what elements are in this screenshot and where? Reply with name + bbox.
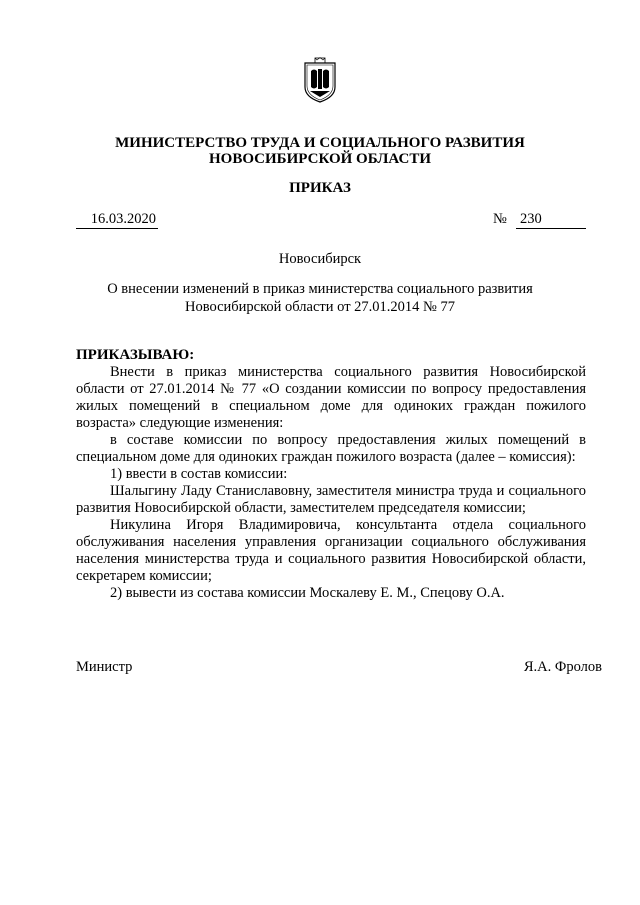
order-heading: ПРИКАЗЫВАЮ: — [76, 347, 195, 363]
order-number: 230 — [516, 211, 586, 229]
subject-line1: О внесении изменений в приказ министерства социального развития — [107, 281, 533, 297]
paragraph-member-2: Никулина Игоря Владимировича, консультанта отдела социального обслуживания населения управления организации социального обслуживания населения министерства труда и социального развития Новосибирской области, секретарем комиссии; — [76, 517, 586, 584]
document-type: ПРИКАЗ — [289, 180, 351, 196]
signatory-name: Я.А. Фролов — [523, 659, 602, 675]
ministry-name-line1: МИНИСТЕРСТВО ТРУДА И СОЦИАЛЬНОГО РАЗВИТИЯ — [115, 135, 525, 151]
order-body — [76, 347, 586, 602]
paragraph-composition: в составе комиссии по вопросу предоставления жилых помещений в специальном доме для одиноких граждан пожилого возраста (далее – комиссия): — [76, 432, 586, 465]
paragraph-add: 1) ввести в состав комиссии: — [110, 466, 288, 482]
subject-line2: Новосибирской области от 27.01.2014 № 77 — [185, 299, 455, 315]
paragraph-remove: 2) вывести из состава комиссии Москалеву Е. М., Спецову О.А. — [110, 585, 505, 601]
order-date: 16.03.2020 — [76, 211, 158, 229]
number-sign: № — [493, 211, 507, 227]
paragraph-amend: Внести в приказ министерства социального развития Новосибирской области от 27.01.2014 № 77 «О создании комиссии по вопросу предоставления жилых помещений в специальном доме для одиноких граждан пожилого возраста» следующие изменения: — [76, 364, 586, 431]
paragraph-member-1: Шалыгину Ладу Станиславовну, заместителя министра труда и социального развития Новосибирской области, заместителем председателя комиссии; — [76, 483, 586, 516]
city: Новосибирск — [278, 251, 362, 267]
coat-of-arms-icon — [302, 57, 338, 103]
signatory-position: Министр — [76, 659, 133, 675]
ministry-name-line2: НОВОСИБИРСКОЙ ОБЛАСТИ — [208, 151, 432, 167]
